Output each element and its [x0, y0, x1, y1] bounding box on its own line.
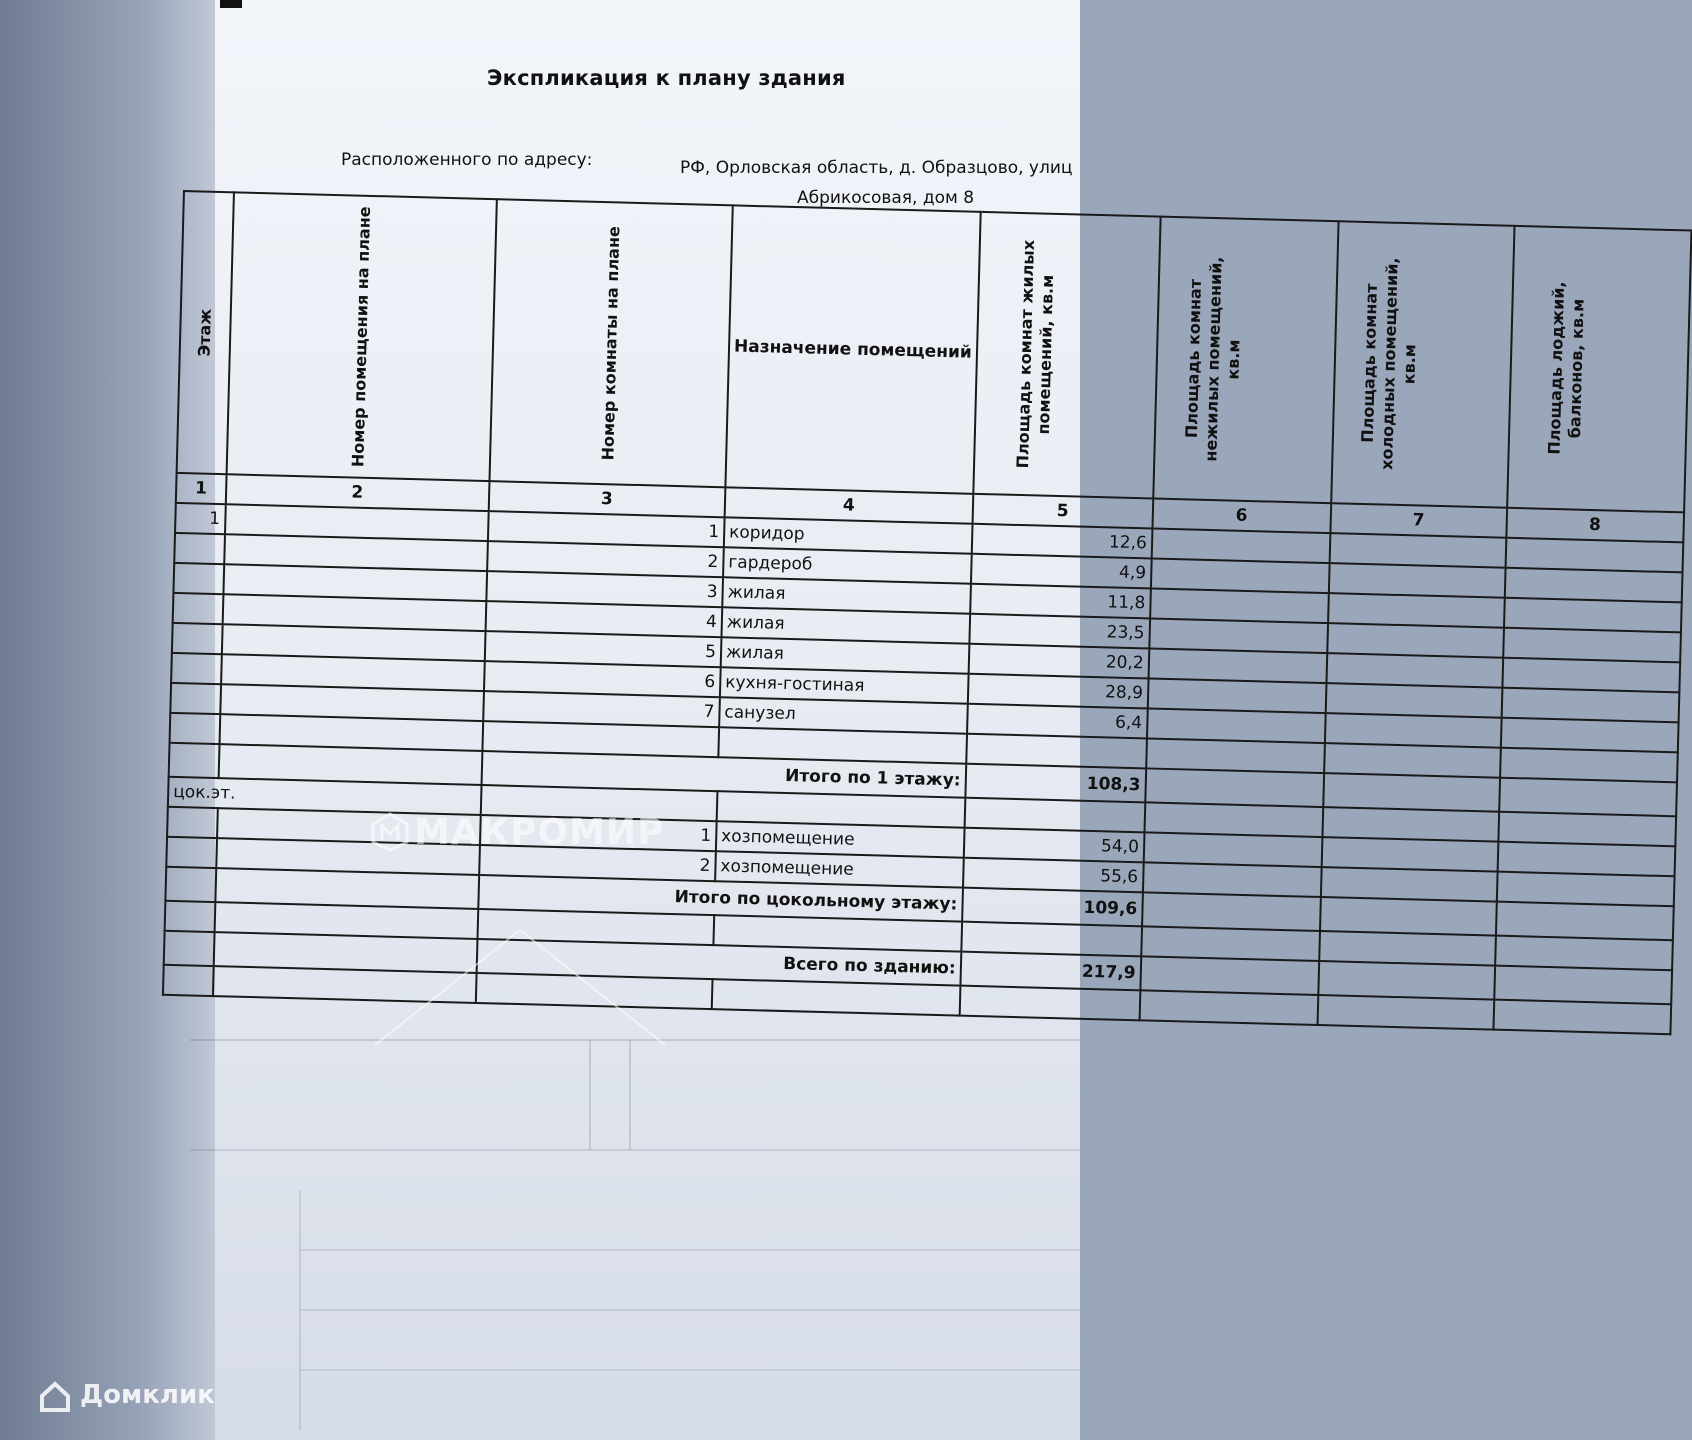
explication-table [162, 190, 1692, 1035]
watermark-lines [370, 930, 670, 1050]
header-cold-area: Площадь комнат холодных помещений, кв.м [1331, 221, 1514, 508]
address-label: Расположенного по адресу: [341, 150, 593, 170]
living-area-cell: 28,9 [968, 674, 1149, 709]
purpose-cell: жилая [721, 607, 970, 643]
total-basement-value: 109,6 [962, 888, 1143, 927]
floor-cell [172, 623, 223, 654]
page-edge-mark [220, 0, 242, 8]
floor-cell [171, 653, 222, 684]
living-area-cell: 20,2 [968, 644, 1149, 679]
domklik-watermark: Домклик [80, 1380, 215, 1410]
col-number: 5 [972, 494, 1153, 529]
purpose-cell: жилая [721, 637, 970, 673]
room-number-cell: 1 [480, 815, 717, 851]
col-number: 1 [176, 473, 227, 504]
header-nonliving-area: Площадь комнат нежилых помещений, кв.м [1153, 217, 1338, 504]
header-floor: Этаж [177, 191, 234, 474]
total-building-label: Всего по зданию: [476, 939, 961, 986]
purpose-cell: жилая [722, 577, 971, 613]
floor-cell [170, 683, 221, 714]
living-area-cell: 54,0 [964, 828, 1145, 863]
domklik-logo-icon [38, 1380, 72, 1414]
total-building-value: 217,9 [960, 952, 1141, 991]
makromir-watermark: МАКРОМИР [414, 812, 665, 853]
address-line-1: РФ, Орловская область, д. Образцово, улиц [680, 158, 1073, 178]
header-loggia-area: Площадь лоджий, балконов, кв.м [1507, 226, 1691, 513]
total-floor1-value: 108,3 [965, 764, 1146, 803]
col-number: 3 [488, 481, 725, 517]
document-title: Экспликация к плану здания [487, 66, 846, 90]
room-number-cell: 5 [484, 631, 721, 667]
purpose-cell: санузел [719, 697, 968, 733]
purpose-cell: хозпомещение [715, 851, 964, 887]
floor-cell [173, 593, 224, 624]
floor-cell [173, 563, 224, 594]
header-premises-number: Номер помещения на плане [226, 192, 496, 481]
makromir-logo-icon [370, 812, 410, 852]
col-number: 2 [226, 474, 490, 511]
total-floor1-label: Итого по 1 этажу: [481, 751, 966, 798]
room-number-cell: 7 [483, 691, 720, 727]
col-number: 6 [1152, 498, 1331, 533]
living-area-cell: 55,6 [963, 858, 1144, 893]
address-line-2: Абрикосовая, дом 8 [797, 188, 975, 208]
basement-floor-label: цок.эт. [168, 777, 481, 815]
col-number: 4 [725, 487, 974, 523]
header-purpose: Назначение помещений [725, 205, 980, 493]
show-through-lines [190, 1030, 1080, 1430]
living-area-cell: 4,9 [971, 554, 1152, 589]
room-number-cell: 4 [485, 601, 722, 637]
living-area-cell: 6,4 [967, 704, 1148, 739]
room-number-cell: 1 [488, 511, 725, 547]
purpose-cell: гардероб [723, 547, 972, 583]
header-room-number: Номер комнаты на плане [489, 199, 733, 487]
col-number: 7 [1330, 503, 1507, 538]
room-number-cell: 6 [484, 661, 721, 697]
header-row [177, 191, 1692, 512]
living-area-cell: 11,8 [970, 584, 1151, 619]
col-number: 8 [1506, 508, 1684, 543]
living-area-cell: 12,6 [972, 524, 1153, 559]
purpose-cell: кухня-гостиная [720, 667, 969, 703]
room-number-cell: 3 [486, 571, 723, 607]
floor-cell: 1 [175, 503, 226, 534]
room-number-cell: 2 [487, 541, 724, 577]
header-living-area: Площадь комнат жилых помещений, кв.м [973, 212, 1160, 499]
floor-cell [174, 533, 225, 564]
purpose-cell: коридор [724, 517, 973, 553]
living-area-cell: 23,5 [969, 614, 1150, 649]
purpose-cell: хозпомещение [716, 821, 965, 857]
room-number-cell: 2 [479, 845, 716, 881]
total-basement-label: Итого по цокольному этажу: [478, 875, 963, 922]
